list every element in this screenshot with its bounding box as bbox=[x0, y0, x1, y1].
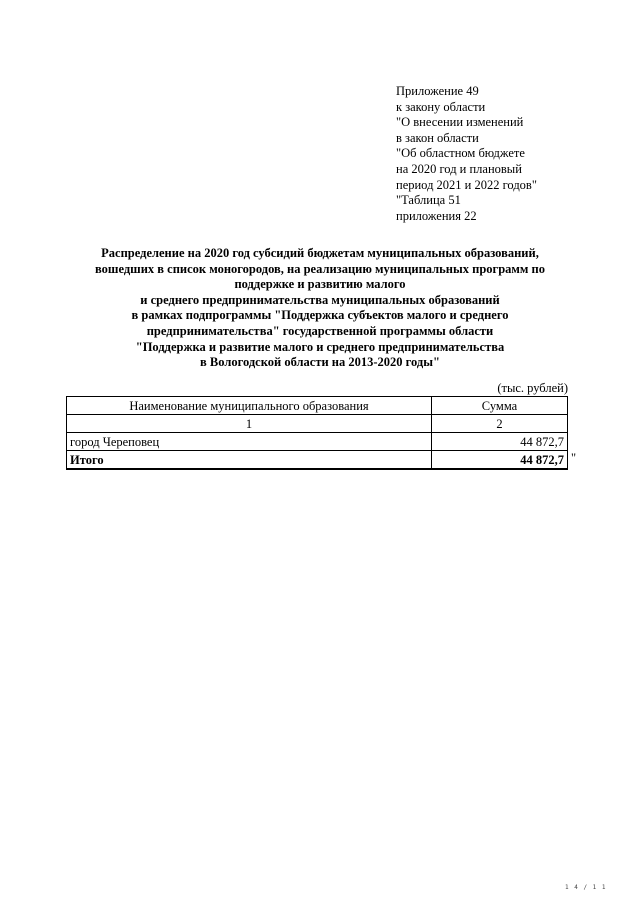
municipality-name: город Череповец bbox=[67, 433, 432, 451]
appendix-line: к закону области bbox=[396, 99, 486, 114]
appendix-line: приложения 22 bbox=[396, 208, 477, 223]
total-row bbox=[67, 451, 568, 470]
appendix-line: "О внесении изменений bbox=[396, 115, 524, 130]
amount-value: 44 872,7 bbox=[432, 433, 568, 451]
appendix-line: на 2020 год и плановый bbox=[396, 161, 522, 176]
units-label: (тыс. рублей) bbox=[497, 381, 568, 395]
column-number: 2 bbox=[432, 415, 568, 433]
appendix-line: период 2021 и 2022 годов" bbox=[396, 177, 537, 192]
appendix-line: "Таблица 51 bbox=[396, 193, 461, 208]
title-line: и среднего предпринимательства муниципальных образований bbox=[140, 292, 500, 307]
closing-quote: " bbox=[571, 451, 577, 465]
title-line: Распределение на 2020 год субсидий бюджетам муниципальных образований, bbox=[101, 246, 539, 260]
appendix-reference bbox=[396, 84, 596, 224]
title-line: "Поддержка и развитие малого и среднего предпринимательства bbox=[135, 339, 505, 354]
appendix-line: Приложение 49 bbox=[396, 84, 479, 98]
appendix-line: в закон области bbox=[396, 130, 479, 145]
title-line: поддержке и развитию малого bbox=[234, 277, 406, 292]
title-line: в Вологодской области на 2013-2020 годы" bbox=[200, 355, 440, 370]
table-row bbox=[67, 433, 568, 451]
title-line: вошедших в список моногородов, на реализацию муниципальных программ по bbox=[94, 261, 546, 276]
table-header-row bbox=[67, 397, 568, 415]
document-title bbox=[70, 246, 570, 371]
header-amount: Сумма bbox=[432, 397, 568, 415]
appendix-line: "Об областном бюджете bbox=[396, 146, 525, 161]
title-line: предпринимательства" государственной программы области bbox=[146, 323, 494, 338]
column-number: 1 bbox=[67, 415, 432, 433]
column-number-row bbox=[67, 415, 568, 433]
total-label: Итого bbox=[67, 451, 432, 470]
total-amount: 44 872,7 bbox=[432, 451, 568, 470]
title-line: в рамках подпрограммы "Поддержка субъектов малого и среднего bbox=[131, 308, 509, 323]
subsidy-table bbox=[66, 396, 568, 470]
header-municipality: Наименование муниципального образования bbox=[67, 397, 432, 415]
page-mark: 1 4 / 1 1 bbox=[565, 884, 607, 891]
